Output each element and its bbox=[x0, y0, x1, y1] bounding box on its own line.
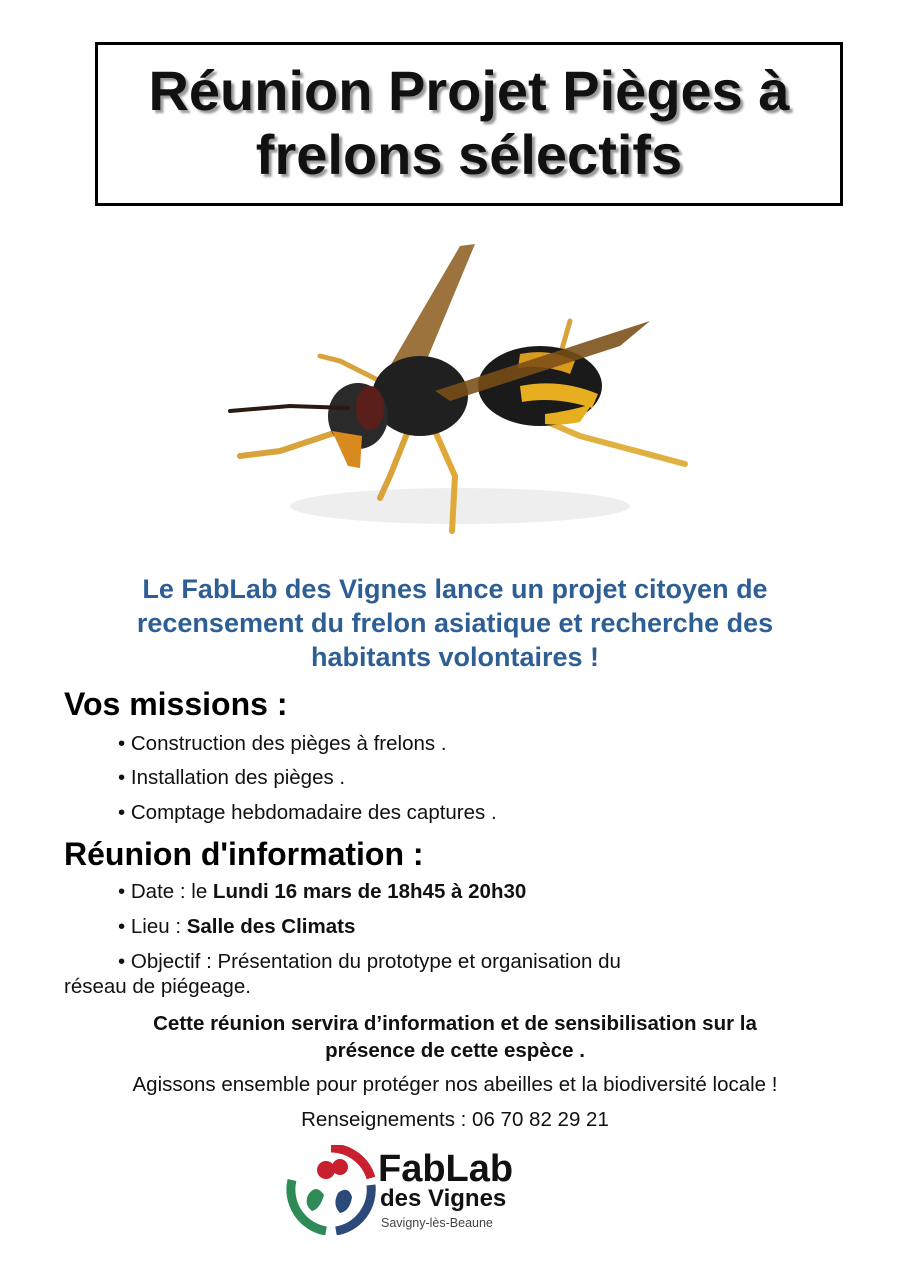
contact-phone: Renseignements : 06 70 82 29 21 bbox=[301, 1108, 609, 1131]
logo-leaf-icon bbox=[307, 1189, 324, 1211]
meeting-date-value: Lundi 16 mars de 18h45 à 20h30 bbox=[212, 880, 527, 903]
intro-line-1: Le FabLab des Vignes lance un projet citoyen de bbox=[142, 574, 768, 604]
page-title-line-2: frelons sélectifs bbox=[255, 123, 683, 186]
call-to-action: Agissons ensemble pour protéger nos abeilles et la biodiversité locale ! bbox=[132, 1073, 778, 1096]
meeting-objective-line-1: • Objectif : Présentation du prototype et organisation du bbox=[118, 950, 621, 973]
mission-item: • Construction des pièges à frelons . bbox=[118, 732, 447, 755]
fablab-logo bbox=[286, 1145, 576, 1235]
intro-line-2: recensement du frelon asiatique et recherche des bbox=[136, 608, 774, 638]
meeting-place-value: Salle des Climats bbox=[186, 915, 356, 938]
meeting-heading: Réunion d'information : bbox=[64, 836, 424, 872]
intro-paragraph bbox=[60, 572, 850, 674]
awareness-line-1: Cette réunion servira d’information et de sensibilisation sur la bbox=[153, 1012, 757, 1035]
mission-item: • Installation des pièges . bbox=[118, 766, 346, 789]
awareness-line-2: présence de cette espèce . bbox=[325, 1039, 585, 1062]
logo-grape-icon bbox=[332, 1159, 348, 1175]
missions-heading: Vos missions : bbox=[64, 686, 288, 722]
title-box bbox=[95, 42, 843, 206]
logo-name-line-2: des Vignes bbox=[380, 1185, 507, 1212]
intro-line-3: habitants volontaires ! bbox=[310, 642, 600, 672]
page-title-line-1: Réunion Projet Pièges à bbox=[148, 59, 790, 122]
logo-leaf-icon bbox=[335, 1190, 352, 1213]
meeting-date bbox=[118, 879, 526, 905]
logo-name-line-1: FabLab bbox=[378, 1148, 514, 1190]
meeting-date-label: • Date : le bbox=[118, 880, 213, 903]
logo-grape-icon bbox=[317, 1161, 335, 1179]
meeting-objective-line-2: réseau de piégeage. bbox=[64, 975, 251, 998]
mission-item: • Comptage hebdomadaire des captures . bbox=[118, 801, 497, 824]
logo-location: Savigny-lès-Beaune bbox=[381, 1216, 493, 1230]
meeting-place-label: • Lieu : bbox=[118, 915, 187, 938]
hornet-image bbox=[220, 236, 700, 546]
meeting-place bbox=[118, 914, 355, 940]
